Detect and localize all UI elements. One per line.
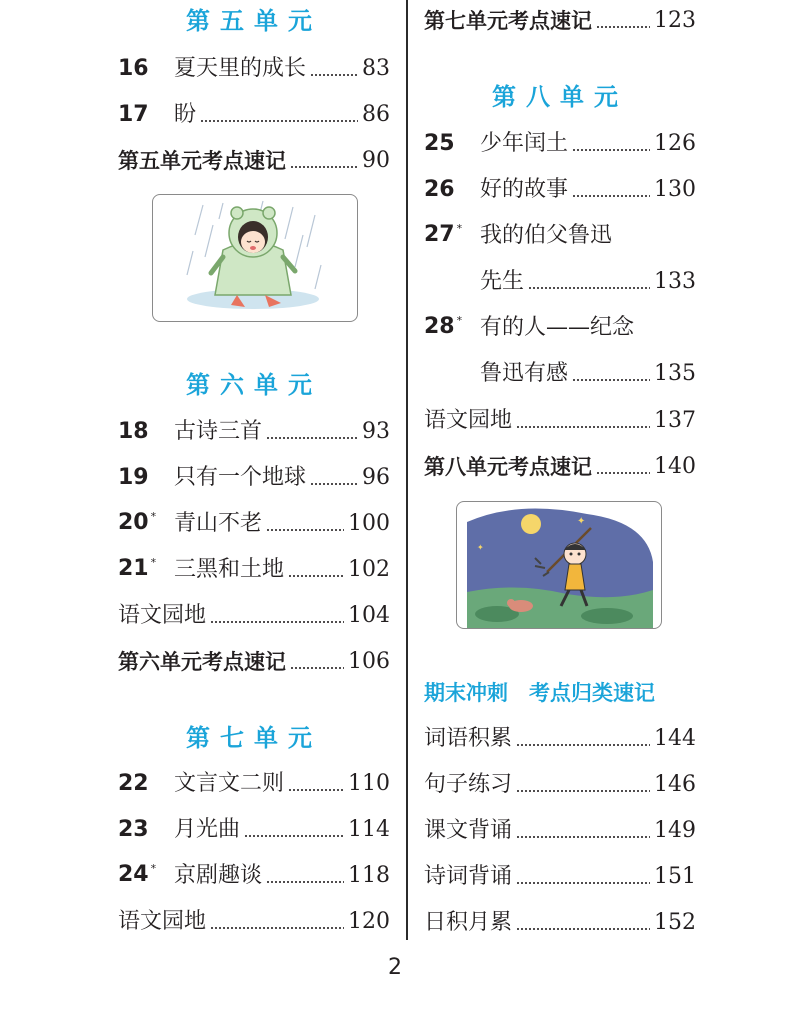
toc-entry-unit-review[interactable] <box>424 4 696 38</box>
lesson-title: 文言文二则 <box>174 771 285 796</box>
svg-text:✦: ✦ <box>577 516 586 527</box>
toc-entry-final[interactable] <box>424 814 696 848</box>
lesson-title: 我的伯父鲁迅 <box>480 223 613 248</box>
toc-entry-final[interactable] <box>424 860 696 894</box>
leader-dots <box>266 881 344 883</box>
toc-entry[interactable] <box>118 813 390 847</box>
lesson-number: 26 <box>424 177 455 202</box>
page-ref: 120 <box>348 909 390 934</box>
page-ref: 140 <box>654 454 696 479</box>
leader-dots <box>516 790 650 792</box>
leader-dots <box>528 287 650 289</box>
leader-dots <box>244 835 344 837</box>
toc-entry-final[interactable] <box>424 722 696 756</box>
toc-entry[interactable] <box>424 127 696 161</box>
page-ref: 123 <box>654 8 696 33</box>
lesson-title: 只有一个地球 <box>174 465 307 490</box>
lesson-number: 25 <box>424 131 455 156</box>
page-ref: 135 <box>654 361 696 386</box>
lesson-number: 19 <box>118 465 149 490</box>
lesson-number: 21 <box>118 555 149 581</box>
page-ref: 152 <box>654 910 696 935</box>
toc-entry-unit-review[interactable] <box>424 450 696 484</box>
lesson-title: 三黑和土地 <box>174 557 285 582</box>
lesson-number: 23 <box>118 817 149 842</box>
page-ref: 96 <box>362 465 390 490</box>
page-number: 2 <box>388 955 402 980</box>
toc-entry-unit-review[interactable] <box>118 144 390 178</box>
leader-dots <box>310 74 358 76</box>
page-ref: 137 <box>654 408 696 433</box>
unit5-heading: 第五单元 <box>186 7 322 35</box>
toc-entry-garden[interactable] <box>118 599 390 633</box>
review-title: 第六单元考点速记 <box>118 650 286 674</box>
lesson-title: 好的故事 <box>480 177 569 202</box>
lesson-title: 青山不老 <box>174 511 263 536</box>
page-ref: 126 <box>654 131 696 156</box>
toc-entry[interactable] <box>424 311 696 345</box>
leader-dots <box>290 166 358 168</box>
leader-dots <box>516 928 650 930</box>
toc-entry-continuation[interactable] <box>424 265 696 299</box>
lesson-number: 22 <box>118 771 149 796</box>
section-title: 诗词背诵 <box>424 864 513 889</box>
leader-dots <box>288 789 344 791</box>
page-ref: 93 <box>362 419 390 444</box>
section-title: 句子练习 <box>424 772 513 797</box>
section-title: 日积月累 <box>424 910 513 935</box>
lesson-title: 京剧趣谈 <box>174 863 263 888</box>
runtu-with-pitchfork-night-illustration <box>456 501 662 629</box>
page-ref: 146 <box>654 772 696 797</box>
toc-entry[interactable] <box>118 859 390 893</box>
toc-entry-garden[interactable] <box>424 404 696 438</box>
review-title: 第七单元考点速记 <box>424 9 592 33</box>
column-divider <box>406 0 408 940</box>
toc-entry[interactable] <box>118 461 390 495</box>
toc-entry-final[interactable] <box>424 768 696 802</box>
toc-entry[interactable] <box>118 98 390 132</box>
leader-dots <box>516 426 650 428</box>
leader-dots <box>572 149 650 151</box>
lesson-title-continued: 鲁迅有感 <box>480 361 569 386</box>
leader-dots <box>516 836 650 838</box>
leader-dots <box>516 744 650 746</box>
section-title: 语文园地 <box>424 408 513 433</box>
review-title: 第五单元考点速记 <box>118 149 286 173</box>
lesson-title: 有的人——纪念 <box>480 315 635 340</box>
toc-entry[interactable] <box>118 52 390 86</box>
rain-scene-image <box>153 195 357 321</box>
toc-entry-garden[interactable] <box>118 905 390 939</box>
lesson-title: 盼 <box>174 102 197 127</box>
toc-entry[interactable] <box>118 767 390 801</box>
page-ref: 118 <box>348 863 390 888</box>
toc-entry-unit-review[interactable] <box>118 645 390 679</box>
optional-star: * <box>456 313 463 327</box>
lesson-number: 27 <box>424 221 455 247</box>
page-ref: 100 <box>348 511 390 536</box>
toc-entry[interactable] <box>118 553 390 587</box>
leader-dots <box>310 483 358 485</box>
lesson-number: 28 <box>424 313 455 339</box>
leader-dots <box>288 575 344 577</box>
page-ref: 114 <box>348 817 390 842</box>
unit7-heading: 第七单元 <box>186 724 322 752</box>
leader-dots <box>290 667 344 669</box>
optional-star: * <box>150 555 157 569</box>
page-ref: 106 <box>348 649 390 674</box>
leader-dots <box>200 120 358 122</box>
toc-entry-continuation[interactable] <box>424 357 696 391</box>
night-scene-image <box>457 502 661 628</box>
page-ref: 133 <box>654 269 696 294</box>
toc-entry-final[interactable] <box>424 906 696 940</box>
optional-star: * <box>150 861 157 875</box>
section-title: 语文园地 <box>118 909 207 934</box>
unit8-heading: 第八单元 <box>492 83 628 111</box>
final-review-heading: 期末冲刺 考点归类速记 <box>424 681 655 705</box>
leader-dots <box>266 529 344 531</box>
optional-star: * <box>456 221 463 235</box>
lesson-title: 夏天里的成长 <box>174 56 307 81</box>
page-ref: 104 <box>348 603 390 628</box>
lesson-title: 古诗三首 <box>174 419 263 444</box>
page-ref: 86 <box>362 102 390 127</box>
lesson-title-continued: 先生 <box>480 269 525 294</box>
leader-dots <box>596 472 650 474</box>
page-ref: 151 <box>654 864 696 889</box>
leader-dots <box>210 621 344 623</box>
toc-entry[interactable] <box>118 507 390 541</box>
page-ref: 83 <box>362 56 390 81</box>
leader-dots <box>572 379 650 381</box>
page-ref: 130 <box>654 177 696 202</box>
page-ref: 90 <box>362 148 390 173</box>
leader-dots <box>572 195 650 197</box>
leader-dots <box>596 26 650 28</box>
leader-dots <box>210 927 344 929</box>
leader-dots <box>516 882 650 884</box>
page-ref: 102 <box>348 557 390 582</box>
lesson-title: 月光曲 <box>174 817 241 842</box>
lesson-number: 17 <box>118 102 149 127</box>
svg-text:✦: ✦ <box>477 543 484 552</box>
page-ref: 149 <box>654 818 696 843</box>
lesson-number: 20 <box>118 509 149 535</box>
lesson-number: 16 <box>118 56 149 81</box>
optional-star: * <box>150 509 157 523</box>
lesson-number: 24 <box>118 861 149 887</box>
lesson-number: 18 <box>118 419 149 444</box>
review-title: 第八单元考点速记 <box>424 455 592 479</box>
section-title: 语文园地 <box>118 603 207 628</box>
leader-dots <box>266 437 358 439</box>
page-ref: 110 <box>348 771 390 796</box>
page-ref: 144 <box>654 726 696 751</box>
lesson-title: 少年闰土 <box>480 131 569 156</box>
toc-entry[interactable] <box>424 219 696 253</box>
child-in-raincoat-rain-illustration <box>152 194 358 322</box>
unit6-heading: 第六单元 <box>186 371 322 399</box>
section-title: 词语积累 <box>424 726 513 751</box>
toc-entry[interactable] <box>424 173 696 207</box>
section-title: 课文背诵 <box>424 818 513 843</box>
toc-entry[interactable] <box>118 415 390 449</box>
